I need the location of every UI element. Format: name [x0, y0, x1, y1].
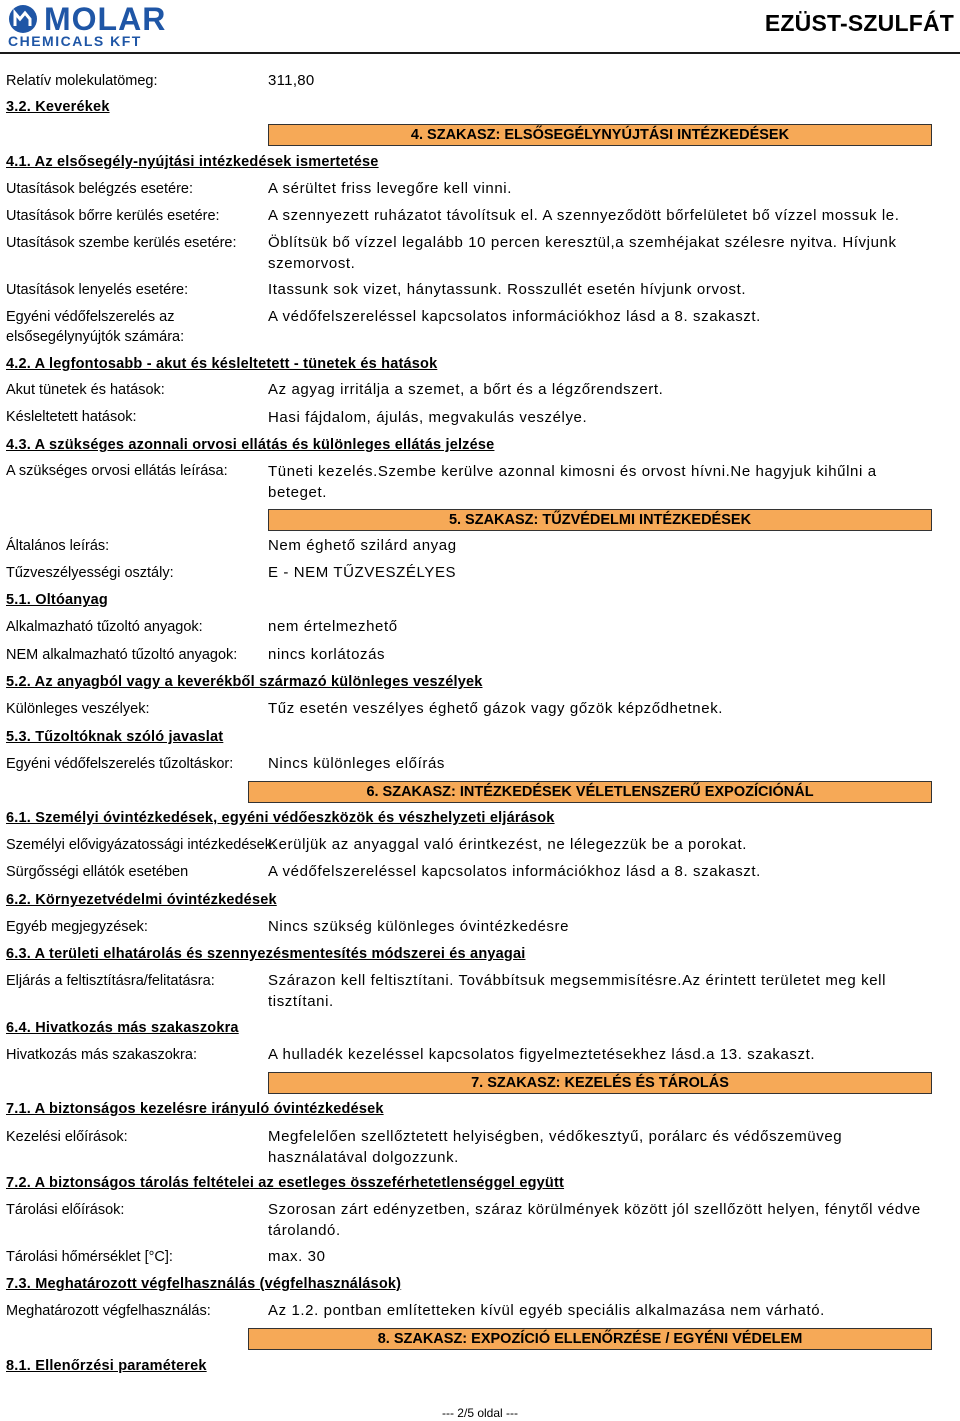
fire-class-label: Tűzveszélyességi osztály:	[6, 565, 174, 581]
page-number-footer: --- 2/5 oldal ---	[441, 1406, 518, 1420]
other-notes-value: Nincs szükség különleges óvintézkedésre	[268, 918, 570, 935]
first-aider-ppe-label: Egyéni védőfelszerelés az elsősegélynyújtók számára:	[6, 309, 185, 345]
subsection-6-3: 6.3. A területi elhatárolás és szennyezésmentesítés módszerei és anyagai	[6, 946, 526, 962]
general-description-label: Általános leírás:	[6, 538, 110, 554]
storage-temperature-value: max. 30	[268, 1248, 326, 1265]
skin-contact-value: A szennyezett ruházatot távolítsuk el. A szennyeződött bőrfelületet bő vízzel mossuk le.	[268, 207, 900, 224]
inhalation-value: A sérültet friss levegőre kell vinni.	[268, 180, 512, 197]
subsection-5-2: 5.2. Az anyagból vagy a keverékből származó különleges veszélyek	[6, 674, 483, 690]
medical-care-label: A szükséges orvosi ellátás leírása:	[6, 463, 228, 479]
emergency-responders-label: Sürgősségi ellátók esetében	[6, 864, 189, 880]
skin-contact-label: Utasítások bőrre kerülés esetére:	[6, 208, 220, 224]
special-hazards-value: Tűz esetén veszélyes éghető gázok vagy gőzök képződhetnek.	[268, 700, 724, 717]
reference-value: A hulladék kezeléssel kapcsolatos figyelmeztetésekhez lásd.a 13. szakaszt.	[268, 1046, 816, 1063]
subsection-4-3: 4.3. A szükséges azonnali orvosi ellátás és különleges ellátás jelzése	[6, 437, 495, 453]
handling-label: Kezelési előírások:	[6, 1129, 128, 1145]
delayed-effects-label: Késleltetett hatások:	[6, 409, 137, 425]
firefighter-ppe-label: Egyéni védőfelszerelés tűzoltáskor:	[6, 756, 234, 772]
extinguishing-media-value: nem értelmezhető	[268, 618, 398, 635]
subsection-6-1: 6.1. Személyi óvintézkedések, egyéni védőeszközök és vészhelyzeti eljárások	[6, 810, 555, 826]
section-6-banner: 6. SZAKASZ: INTÉZKEDÉSEK VÉLETLENSZERŰ EXPOZÍCIÓNÁL	[248, 781, 932, 803]
end-use-value: Az 1.2. pontban említetteken kívül egyéb speciális alkalmazása nem várható.	[268, 1302, 825, 1319]
emergency-responders-value: A védőfelszereléssel kapcsolatos információkhoz lásd a 8. szakaszt.	[268, 863, 761, 880]
subsection-8-1: 8.1. Ellenőrzési paraméterek	[6, 1358, 207, 1374]
acute-effects-label: Akut tünetek és hatások:	[6, 382, 165, 398]
subsection-5-1: 5.1. Oltóanyag	[6, 592, 108, 608]
section-5-banner: 5. SZAKASZ: TŰZVÉDELMI INTÉZKEDÉSEK	[268, 509, 932, 531]
svg-text:MOLAR: MOLAR	[44, 2, 167, 37]
acute-effects-value: Az agyag irritálja a szemet, a bőrt és a légzőrendszert.	[268, 381, 664, 398]
storage-label: Tárolási előírások:	[6, 1202, 125, 1218]
subsection-6-4: 6.4. Hivatkozás más szakaszokra	[6, 1020, 239, 1036]
handling-value: Megfelelően szellőztetett helyiségben, védőkesztyű, porálarc és védőszemüveg használatával dolgozzunk.	[268, 1128, 843, 1166]
unsuitable-media-label: NEM alkalmazható tűzoltó anyagok:	[6, 647, 238, 663]
fire-class-value: E - NEM TŰZVESZÉLYES	[268, 564, 457, 581]
svg-text:CHEMICALS KFT: CHEMICALS KFT	[8, 33, 142, 48]
eye-contact-label: Utasítások szembe kerülés esetére:	[6, 235, 237, 251]
first-aider-ppe-value: A védőfelszereléssel kapcsolatos információkhoz lásd a 8. szakaszt.	[268, 308, 761, 325]
subsection-4-1: 4.1. Az elsősegély-nyújtási intézkedések ismertetése	[6, 154, 379, 170]
section-8-banner: 8. SZAKASZ: EXPOZÍCIÓ ELLENŐRZÉSE / EGYÉNI VÉDELEM	[248, 1328, 932, 1350]
subsection-7-2: 7.2. A biztonságos tárolás feltételei az esetleges összeférhetetlenséggel együtt	[6, 1175, 565, 1191]
storage-value: Szorosan zárt edényzetben, száraz körülmények között jól szellőzött helyen, fénytől védve tárolandó.	[268, 1201, 921, 1239]
eye-contact-value: Öblítsük bő vízzel legalább 10 percen keresztül,a szemhéjakat szélesre nyitva. Hívjunk szemorvost.	[268, 234, 897, 272]
header-divider	[0, 52, 960, 54]
extinguishing-media-label: Alkalmazható tűzoltó anyagok:	[6, 619, 203, 635]
ingestion-label: Utasítások lenyelés esetére:	[6, 282, 189, 298]
special-hazards-label: Különleges veszélyek:	[6, 701, 150, 717]
storage-temperature-label: Tárolási hőmérséklet [°C]:	[6, 1249, 173, 1265]
section-4-banner: 4. SZAKASZ: ELSŐSEGÉLYNYÚJTÁSI INTÉZKEDÉSEK	[268, 124, 932, 146]
inhalation-label: Utasítások belégzés esetére:	[6, 181, 193, 197]
subsection-5-3: 5.3. Tűzoltóknak szóló javaslat	[6, 729, 224, 745]
personal-precautions-label: Személyi elővigyázatossági intézkedések:	[6, 837, 276, 853]
end-use-label: Meghatározott végfelhasználás:	[6, 1303, 211, 1319]
document-title: EZÜST-SZULFÁT	[764, 10, 954, 36]
other-notes-label: Egyéb megjegyzések:	[6, 919, 148, 935]
cleanup-value: Szárazon kell feltisztítani. Továbbítsuk megsemmisítésre.Az érintett területet meg kell tisztítani.	[268, 972, 886, 1010]
subsection-7-1: 7.1. A biztonságos kezelésre irányuló óvintézkedések	[6, 1101, 384, 1117]
molecular-weight-label: Relatív molekulatömeg:	[6, 73, 158, 89]
molecular-weight-value: 311,80	[268, 72, 315, 89]
delayed-effects-value: Hasi fájdalom, ájulás, megvakulás veszélye.	[268, 409, 588, 426]
ingestion-value: Itassunk sok vizet, hánytassunk. Rosszullét esetén hívjunk orvost.	[268, 281, 747, 298]
subsection-3-2: 3.2. Keverékek	[6, 99, 110, 115]
subsection-7-3: 7.3. Meghatározott végfelhasználás (végfelhasználások)	[6, 1276, 402, 1292]
subsection-4-2: 4.2. A legfontosabb - akut és késleltetett - tünetek és hatások	[6, 356, 438, 372]
general-description-value: Nem éghető szilárd anyag	[268, 537, 457, 554]
unsuitable-media-value: nincs korlátozás	[268, 646, 386, 663]
molar-chemicals-logo	[6, 2, 226, 48]
subsection-6-2: 6.2. Környezetvédelmi óvintézkedések	[6, 892, 277, 908]
reference-label: Hivatkozás más szakaszokra:	[6, 1047, 197, 1063]
medical-care-value: Tüneti kezelés.Szembe kerülve azonnal kimosni és orvost hívni.Ne hagyjuk kihűlni a beteget.	[268, 463, 877, 501]
cleanup-label: Eljárás a feltisztításra/felitatásra:	[6, 973, 215, 989]
section-7-banner: 7. SZAKASZ: KEZELÉS ÉS TÁROLÁS	[268, 1072, 932, 1094]
personal-precautions-value: Kerüljük az anyaggal való érintkezést, ne lélegezzük be a porokat.	[268, 836, 748, 853]
firefighter-ppe-value: Nincs különleges előírás	[268, 755, 445, 772]
